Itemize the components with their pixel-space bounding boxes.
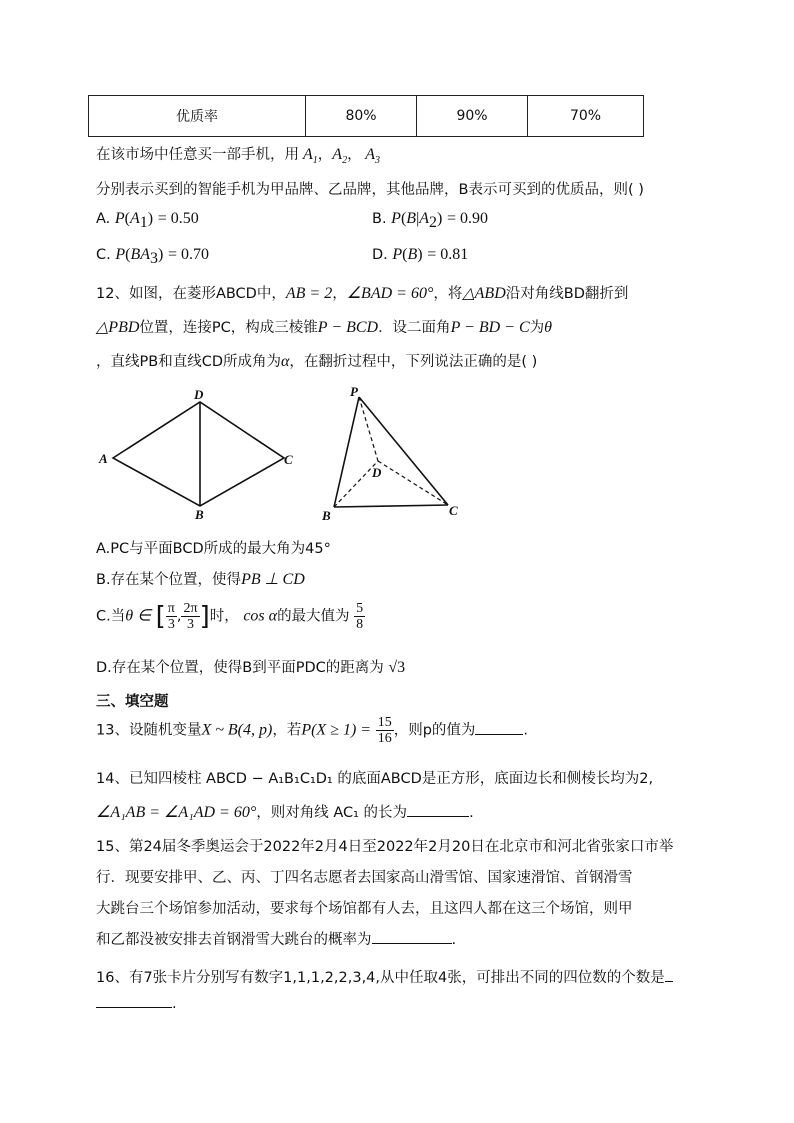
table-row (89, 96, 644, 137)
table-cell: 90% (417, 96, 528, 137)
q12-line3: ，直线PB和直线CD所成角为α，在翻折过程中，下列说法正确的是( ) (96, 353, 538, 370)
answer-blank[interactable] (475, 734, 523, 735)
q16-line2: . (96, 996, 177, 1012)
q11-option-a: A. $P(A_1) = 0.50$ (96, 210, 199, 231)
q14-line1: 14、已知四棱柱 ABCD − A₁B₁C₁D₁ 的底面ABCD是正方形，底面边长和侧棱长均为2, (96, 771, 654, 787)
rhombus-figure (113, 402, 284, 506)
table-cell: 70% (528, 96, 644, 137)
label-c: C (284, 452, 293, 467)
pyramid-figure (334, 397, 448, 507)
label-a: A (99, 451, 108, 466)
answer-blank[interactable] (407, 816, 469, 817)
q12-option-a: A.PC与平面BCD所成的最大角为45° (96, 541, 331, 557)
q11-option-d: D. P(B) = 0.81 (372, 246, 469, 263)
q16-line1: 16、有7张卡片分别写有数字1,1,1,2,2,3,4,从中任取4张，可排出不同的四位数的个数是 (96, 966, 673, 987)
q15-line4: 和乙都没被安排去首钢滑雪大跳台的概率为 . (96, 932, 457, 948)
q11-line2: 分别表示买到的智能手机为甲品牌、乙品牌，其他品牌，B表示可买到的优质品，则( ) (96, 182, 644, 198)
q14-line2: ∠A₁AB = ∠A₁AD = 60°，则对角线 AC₁ 的长为 . (96, 804, 474, 821)
q15-line1: 15、第24届冬季奥运会于2022年2月4日至2022年2月20日在北京市和河北省张家口市举 (96, 839, 674, 855)
q11-option-c: C. $P(BA_3) = 0.70$ (96, 246, 209, 267)
label-d: D (194, 387, 204, 402)
label-p: P (350, 385, 358, 399)
label-b: B (195, 507, 204, 522)
q12-option-c: C.当θ ∈ [ $\frac{\pi}{3}$ , $\frac{2\pi}{3}$ ]时， cos α的最大值为 $\frac{5}{8}$ (96, 601, 364, 632)
table-cell: 80% (306, 96, 417, 137)
q11-line1: 在该市场中任意买一部手机，用 $A_1$，$A_2$， $A_3$ (96, 146, 381, 167)
q12-option-d: D.存在某个位置，使得B到平面PDC的距离为 √3 (96, 659, 406, 676)
label-d2: D (372, 465, 382, 480)
label-b2: B (322, 508, 331, 523)
q12-line2: △PBD位置，连接PC，构成三棱锥P − BCD．设二面角P − BD − C为θ (96, 319, 552, 336)
label-c2: C (449, 503, 458, 518)
q12-option-b: B.存在某个位置，使得PB ⊥ CD (96, 571, 305, 588)
q15-line2: 行．现要安排甲、乙、丙、丁四名志愿者去国家高山滑雪馆、国家速滑馆、首钢滑雪 (96, 870, 633, 886)
quality-rate-table (88, 95, 644, 137)
section-heading: 三、填空题 (96, 694, 169, 710)
q15-line3: 大跳台三个场馆参加活动，要求每个场馆都有人去，且这四人都在这三个场馆，则甲 (96, 901, 633, 917)
q11-option-b: B. $P(B|A_2) = 0.90$ (372, 210, 489, 231)
answer-blank[interactable] (372, 943, 452, 944)
answer-blank[interactable] (96, 1007, 172, 1008)
q13: 13、设随机变量X ~ B(4, p)，若P(X ≥ 1) = $\frac{15}{16}$ ，则p的值为 . (96, 715, 529, 746)
q12-line1: 12、如图，在菱形ABCD中，AB = 2，∠BAD = 60°，将△ABD沿对角线BD翻折到 (96, 285, 629, 302)
rhombus-and-pyramid-figure (96, 385, 476, 525)
row-label: 优质率 (89, 96, 306, 137)
